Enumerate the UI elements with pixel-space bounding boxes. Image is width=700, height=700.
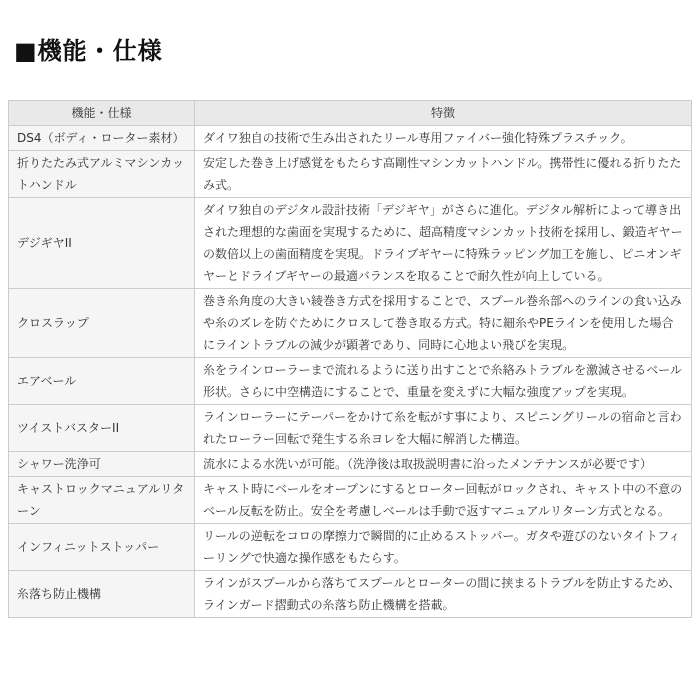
function-label-cell: インフィニットストッパー: [9, 524, 195, 571]
table-row: [9, 571, 692, 618]
feature-text-cell: ラインがスプールから落ちてスプールとローターの間に挟まるトラブルを防止するため、ラインガード摺動式の糸落ち防止機構を搭載。: [195, 571, 692, 618]
function-label-cell: エアベール: [9, 358, 195, 405]
feature-text-cell: ダイワ独自の技術で生み出されたリール専用ファイバー強化特殊プラスチック。: [195, 126, 692, 151]
table-row: [9, 198, 692, 289]
spec-table-body: [9, 126, 692, 618]
function-label-cell: ツイストバスターII: [9, 405, 195, 452]
feature-text-cell: キャスト時にベールをオープンにするとローター回転がロックされ、キャスト中の不意のベール反転を防止。安全を考慮しベールは手動で返すマニュアルリターン方式となる。: [195, 477, 692, 524]
header-cell-feature: 特徴: [195, 101, 692, 126]
function-label-cell: DS4（ボディ・ローター素材）: [9, 126, 195, 151]
function-label-cell: クロスラップ: [9, 289, 195, 358]
table-row: [9, 477, 692, 524]
feature-text-cell: 巻き糸角度の大きい綾巻き方式を採用することで、スプール巻糸部へのラインの食い込みや糸のズレを防ぐためにクロスして巻き取る方式。特に細糸やPEラインを使用した場合にライントラブルの減少が顕著であり、同時に心地よい飛びを実現。: [195, 289, 692, 358]
table-row: [9, 524, 692, 571]
function-label-cell: 糸落ち防止機構: [9, 571, 195, 618]
function-label-cell: シャワー洗浄可: [9, 452, 195, 477]
table-row: [9, 405, 692, 452]
header-cell-function: 機能・仕様: [9, 101, 195, 126]
function-label-cell: 折りたたみ式アルミマシンカットハンドル: [9, 151, 195, 198]
table-row: [9, 289, 692, 358]
table-row: [9, 151, 692, 198]
table-row: [9, 452, 692, 477]
feature-text-cell: 糸をラインローラーまで流れるように送り出すことで糸絡みトラブルを激減させるベール形状。さらに中空構造にすることで、重量を変えずに大幅な強度アップを実現。: [195, 358, 692, 405]
feature-text-cell: 流水による水洗いが可能。（洗浄後は取扱説明書に沿ったメンテナンスが必要です）: [195, 452, 692, 477]
spec-table-header: [9, 101, 692, 126]
table-row: [9, 126, 692, 151]
spec-table: [8, 100, 692, 618]
feature-text-cell: 安定した巻き上げ感覚をもたらす高剛性マシンカットハンドル。携帯性に優れる折りたたみ式。: [195, 151, 692, 198]
function-label-cell: デジギヤII: [9, 198, 195, 289]
page-title: ■機能・仕様: [14, 37, 163, 65]
feature-text-cell: ラインローラーにテーパーをかけて糸を転がす事により、スピニングリールの宿命と言われたローラー回転で発生する糸ヨレを大幅に解消した構造。: [195, 405, 692, 452]
header-row: [9, 101, 692, 126]
function-label-cell: キャストロックマニュアルリターン: [9, 477, 195, 524]
feature-text-cell: ダイワ独自のデジタル設計技術「デジギヤ」がさらに進化。デジタル解析によって導き出された理想的な歯面を実現するために、超高精度マシンカット技術を採用し、鍛造ギヤーの数倍以上の歯面精度を実現。ドライブギヤーに特殊ラッピング加工を施し、ピニオンギヤーとドライブギヤーの最適バランスを取ることで耐久性が向上している。: [195, 198, 692, 289]
table-row: [9, 358, 692, 405]
feature-text-cell: リールの逆転をコロの摩擦力で瞬間的に止めるストッパー。ガタや遊びのないタイトフィーリングで快適な操作感をもたらす。: [195, 524, 692, 571]
